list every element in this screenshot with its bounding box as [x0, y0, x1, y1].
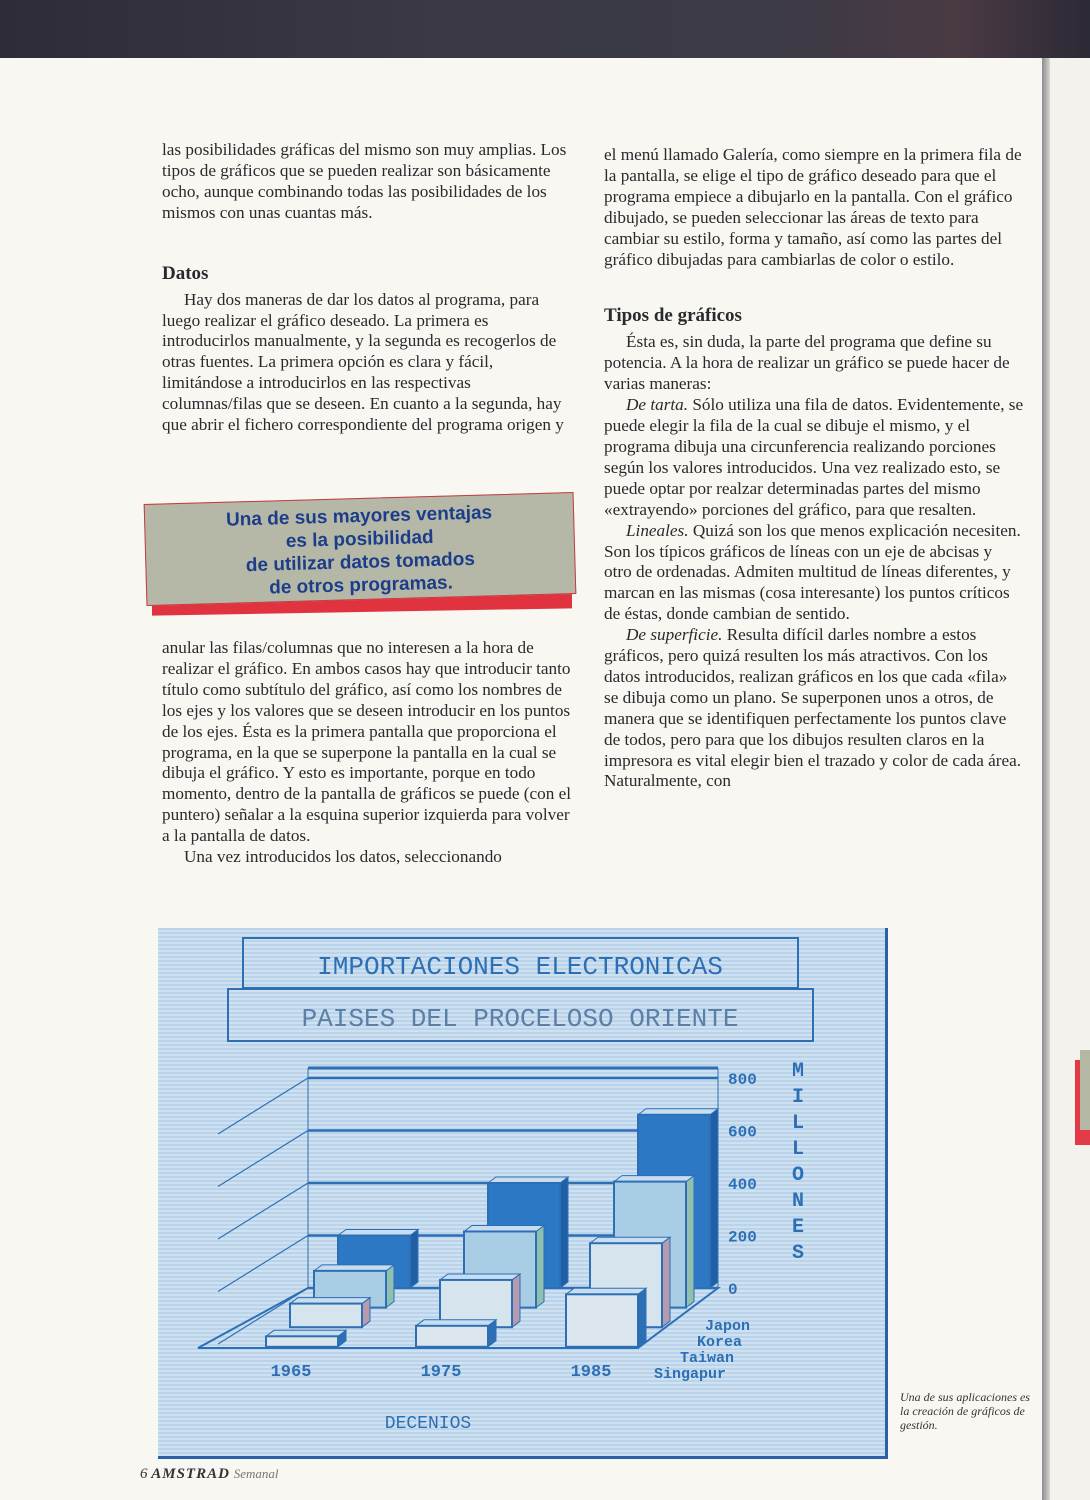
datos-paragraph: Hay dos maneras de dar los datos al programa, para luego realizar el gráfico deseado. La primera es introducirlos manualmente, y la segunda es recogerlos de otras fuentes. La primera opción es clara y fácil, limitándose a introducirlos en las respectivas columnas/filas que se deseen. En cuanto a la segunda, hay que abrir el fichero correspondiente del programa origen y [162, 289, 564, 435]
y-tick-label: 400 [728, 1176, 757, 1194]
x-axis-label: DECENIOS [384, 1414, 472, 1434]
body-paragraph: Una vez introducidos los datos, seleccionando [184, 847, 502, 867]
bar-side [512, 1274, 520, 1327]
y-axis-label-letter: L [791, 1138, 805, 1161]
bar-side [560, 1177, 568, 1288]
tarta-paragraph [604, 395, 1024, 520]
legend-taiwan: Taiwan [679, 1350, 734, 1367]
pull-quote-line: de otros programas. [268, 572, 454, 599]
chart-screenshot [158, 928, 888, 1459]
page-gutter [1042, 58, 1050, 1500]
gridline-side [218, 1078, 308, 1134]
heading-tipos-de-graficos: Tipos de gráficos [604, 305, 742, 327]
next-page-callout-fragment-inner [1080, 1050, 1090, 1130]
gridline-side [218, 1183, 308, 1239]
y-tick-label: 600 [728, 1123, 757, 1142]
image-caption: Una de sus aplicaciones es la creación de gráficos de gestión. [900, 1390, 1030, 1432]
body-paragraph: anular las filas/columnas que no interesen a la hora de realizar el gráfico. En ambos casos hay que introducir tanto título como subtítulo del gráfico, así como los nombres de los ejes y los valores que se deseen introducir en los puntos de los ejes. Ésta es la primera pantalla que proporciona el programa, en la que se superpone la pantalla en la cual se dibuja el gráfico. Y esto es importante, porque en todo momento, dentro de la pantalla de gráficos se puede (con el puntero) señalar a la esquina superior izquierda para volver a la pantalla de datos. [162, 638, 572, 846]
bar-side [536, 1225, 544, 1307]
y-tick-label: 800 [728, 1071, 757, 1089]
bar-singapur-1965 [266, 1336, 338, 1347]
y-axis-label-letter: O [791, 1164, 805, 1187]
x-tick-label: 1965 [270, 1363, 312, 1382]
superficie-label: De superficie. [626, 625, 723, 645]
y-axis-label-letter: N [791, 1190, 805, 1213]
bar-singapur-1985 [566, 1294, 638, 1347]
column-left-bottom [162, 638, 572, 868]
superficie-paragraph [604, 625, 1024, 792]
gridline-side [218, 1236, 308, 1292]
chart-subtitle: PAISES DEL PROCELOSO ORIENTE [301, 1004, 739, 1034]
gridline-side [218, 1131, 308, 1187]
column-left-top [162, 140, 572, 436]
pull-quote-line: Una de sus mayores ventajas [225, 502, 493, 531]
next-page-edge [1050, 58, 1090, 1500]
y-axis-label-letter: L [791, 1112, 805, 1135]
pull-quote [144, 492, 577, 606]
column-right [604, 145, 1024, 792]
lineales-text: Quizá son los que menos explicación necesiten. Son los típicos gráficos de líneas con un eje de abcisas y otro de ordenadas. Admiten multitud de líneas diferentes, y marcan en las mismas (cosa interesante) los puntos críticos de éstas, donde cambian de sentido. [604, 520, 1021, 624]
y-axis-label-letter: I [791, 1086, 805, 1109]
tarta-label: De tarta. [626, 395, 689, 415]
page-footer [140, 1466, 278, 1483]
bar-side [410, 1230, 418, 1289]
pull-quote-line: de utilizar datos tomados [245, 548, 476, 577]
bar-side [710, 1109, 718, 1288]
page-number: 6 [140, 1466, 148, 1482]
bar-singapur-1975 [416, 1326, 488, 1347]
heading-datos: Datos [162, 262, 209, 284]
bar-chart-3d [158, 928, 885, 1456]
x-tick-label: 1975 [420, 1363, 462, 1382]
legend-japon: Japon [704, 1318, 750, 1335]
legend-korea: Korea [696, 1334, 742, 1351]
tarta-text: Sólo utiliza una fila de datos. Evidentemente, se puede elegir la fila de la cual se dibuje el mismo, y el programa dibuja una circunferencia realizando porciones según los valores introducidos. Una vez realizado esto, se puede optar por realzar determinadas partes del mismo «extrayendo» porciones del gráfico, para que resalten. [604, 395, 1024, 519]
y-axis-label-letter: E [791, 1216, 805, 1239]
x-tick-label: 1985 [570, 1363, 612, 1382]
magazine-edition: Semanal [233, 1466, 279, 1481]
legend-singapur: Singapur [653, 1366, 726, 1383]
y-axis-label-letter: M [791, 1060, 805, 1083]
lineales-label: Lineales. [626, 520, 689, 540]
chart-title: IMPORTACIONES ELECTRONICAS [317, 952, 723, 982]
bar-side [638, 1288, 646, 1347]
y-tick-label: 200 [728, 1228, 757, 1247]
body-paragraph: el menú llamado Galería, como siempre en la primera fila de la pantalla, se elige el tipo de gráfico deseado para que el programa empiece a dibujarlo en la pantalla. Con el gráfico dibujado, se pueden seleccionar las áreas de texto para cambiar su estilo, forma y tamaño, así como las partes del gráfico dibujadas para cambiarlas de color o estilo. [604, 145, 1022, 269]
bar-taiwan-1965 [290, 1304, 362, 1328]
intro-paragraph: las posibilidades gráficas del mismo son muy amplias. Los tipos de gráficos que se pueden realizar son básicamente ocho, aunque combinando todas las posibilidades de los mismos con unas cuantas más. [162, 140, 567, 222]
pull-quote-line: es la posibilidad [285, 526, 434, 553]
y-tick-label: 0 [728, 1281, 738, 1299]
tipos-intro-paragraph: Ésta es, sin duda, la parte del programa que define su potencia. A la hora de realizar un gráfico se puede hacer de varias maneras: [604, 332, 1010, 394]
magazine-name: AMSTRAD [151, 1466, 230, 1482]
scan-top-edge [0, 0, 1090, 58]
superficie-text: Resulta difícil darles nombre a estos gráficos, pero quizá resulten los más atractivos. Con los datos introducidos, realizan gráficos en los que cada «fila» se dibuja como un plano. Se superponen unos a otros, de manera que se identifiquen perfectamente los puntos clave de todos, pero para que los dibujos resulten claros en la impresora es vital elegir bien el trazado y color de cada área. Naturalmente, con [604, 625, 1022, 791]
lineales-paragraph [604, 521, 1024, 626]
bar-side [662, 1237, 670, 1327]
y-axis-label-letter: S [791, 1242, 805, 1265]
bar-side [686, 1176, 694, 1308]
bar-side [386, 1265, 394, 1308]
